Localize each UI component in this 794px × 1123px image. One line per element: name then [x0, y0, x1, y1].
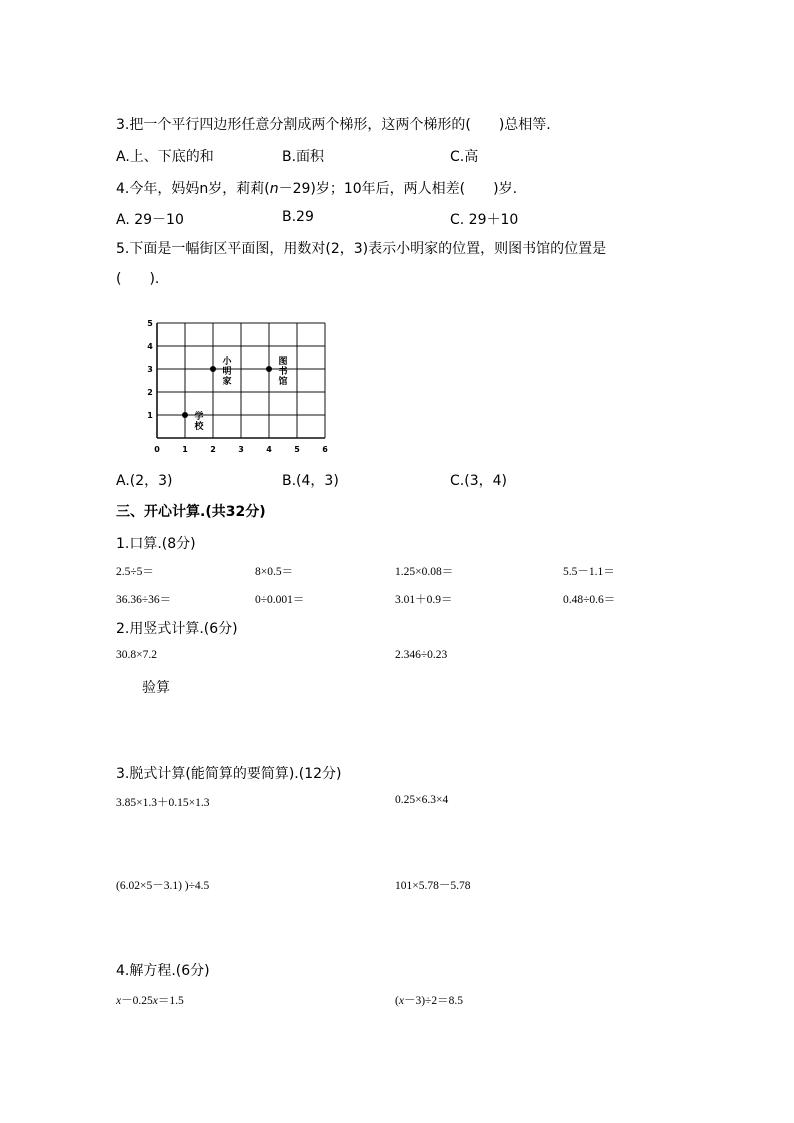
oral-item: 5.5－1.1＝ — [563, 566, 615, 578]
eq2-rest: －3)÷2＝8.5 — [403, 995, 463, 1007]
equations-title: 4.解方程.(6分) — [116, 963, 210, 979]
oral-item: 8×0.5＝ — [255, 566, 294, 578]
q5-stem-line2: ( ). — [116, 271, 160, 287]
q4-stem — [116, 178, 517, 198]
q3-option-b: B.面积 — [282, 149, 325, 165]
check-label: 验算 — [142, 680, 170, 696]
stepwise-title: 3.脱式计算(能简算的要简算).(12分) — [116, 766, 342, 782]
q5-option-a: A.(2，3) — [116, 473, 173, 489]
map-point — [266, 366, 272, 372]
q5-option-b: B.(4，3) — [282, 473, 339, 489]
vertical-title: 2.用竖式计算.(6分) — [116, 621, 238, 637]
map-point — [182, 412, 188, 418]
y-tick-label: 1 — [147, 411, 153, 420]
q4-option-a: A. 29－10 — [116, 212, 184, 228]
map-point-label: 明 — [222, 367, 232, 377]
q5-option-c: C.(3，4) — [450, 473, 507, 489]
oral-item: 2.5÷5＝ — [116, 566, 154, 578]
oral-item: 0.48÷0.6＝ — [563, 594, 616, 606]
x-tick-label: 0 — [154, 445, 160, 454]
eq1-var: x — [116, 995, 122, 1007]
street-map — [138, 310, 338, 460]
x-tick-label: 2 — [210, 445, 216, 454]
map-point-label: 学 — [194, 412, 204, 422]
eq1-end: ＝1.5 — [157, 995, 184, 1007]
map-point — [210, 366, 216, 372]
x-tick-label: 6 — [322, 445, 328, 454]
q3-stem: 3.把一个平行四边形任意分割成两个梯形，这两个梯形的( )总相等. — [116, 117, 551, 133]
eq2-var: x — [398, 995, 404, 1007]
q4-stem-b: －29)岁；10年后，两人相差( )岁. — [278, 181, 518, 197]
x-tick-label: 5 — [294, 445, 300, 454]
y-tick-label: 4 — [147, 342, 153, 351]
x-tick-label: 4 — [266, 445, 272, 454]
oral-item: 36.36÷36＝ — [116, 594, 172, 606]
x-tick-label: 3 — [238, 445, 244, 454]
map-point-label: 家 — [222, 377, 232, 387]
eq1-var2: x — [152, 995, 158, 1007]
y-tick-label: 2 — [147, 388, 153, 397]
map-point-label: 图 — [278, 357, 288, 367]
equation-1 — [116, 992, 184, 1008]
q3-option-c: C.高 — [450, 149, 479, 165]
section3-title: 三、开心计算.(共32分) — [116, 504, 266, 520]
q4-option-c: C. 29＋10 — [450, 212, 519, 228]
vertical-item: 30.8×7.2 — [116, 649, 157, 661]
q4-stem-var: n — [269, 181, 279, 197]
oral-item: 1.25×0.08＝ — [395, 566, 454, 578]
q4-stem-a: 4.今年，妈妈n岁，莉莉( — [116, 181, 270, 197]
map-point-label: 小 — [222, 357, 232, 367]
oral-item: 3.01＋0.9＝ — [395, 594, 453, 606]
map-point-label: 馆 — [278, 377, 288, 387]
equation-2 — [395, 992, 463, 1008]
stepwise-item: (6.02×5－3.1) )÷4.5 — [116, 880, 210, 892]
eq2-open: ( — [395, 995, 399, 1007]
stepwise-item: 3.85×1.3＋0.15×1.3 — [116, 797, 210, 809]
q4-option-b: B.29 — [282, 209, 314, 225]
y-tick-label: 3 — [147, 365, 153, 374]
oral-title: 1.口算.(8分) — [116, 536, 196, 552]
q3-option-a: A.上、下底的和 — [116, 149, 214, 165]
oral-item: 0÷0.001＝ — [255, 594, 305, 606]
y-tick-label: 5 — [147, 319, 153, 328]
stepwise-item: 101×5.78－5.78 — [395, 880, 471, 892]
map-point-label: 校 — [194, 422, 204, 432]
eq1-rest: －0.25 — [121, 995, 153, 1007]
stepwise-item: 0.25×6.3×4 — [395, 794, 449, 806]
vertical-item: 2.346÷0.23 — [395, 649, 448, 661]
q5-stem-line1: 5.下面是一幅街区平面图，用数对(2，3)表示小明家的位置，则图书馆的位置是 — [116, 241, 607, 257]
x-tick-label: 1 — [182, 445, 188, 454]
map-point-label: 书 — [278, 367, 288, 377]
